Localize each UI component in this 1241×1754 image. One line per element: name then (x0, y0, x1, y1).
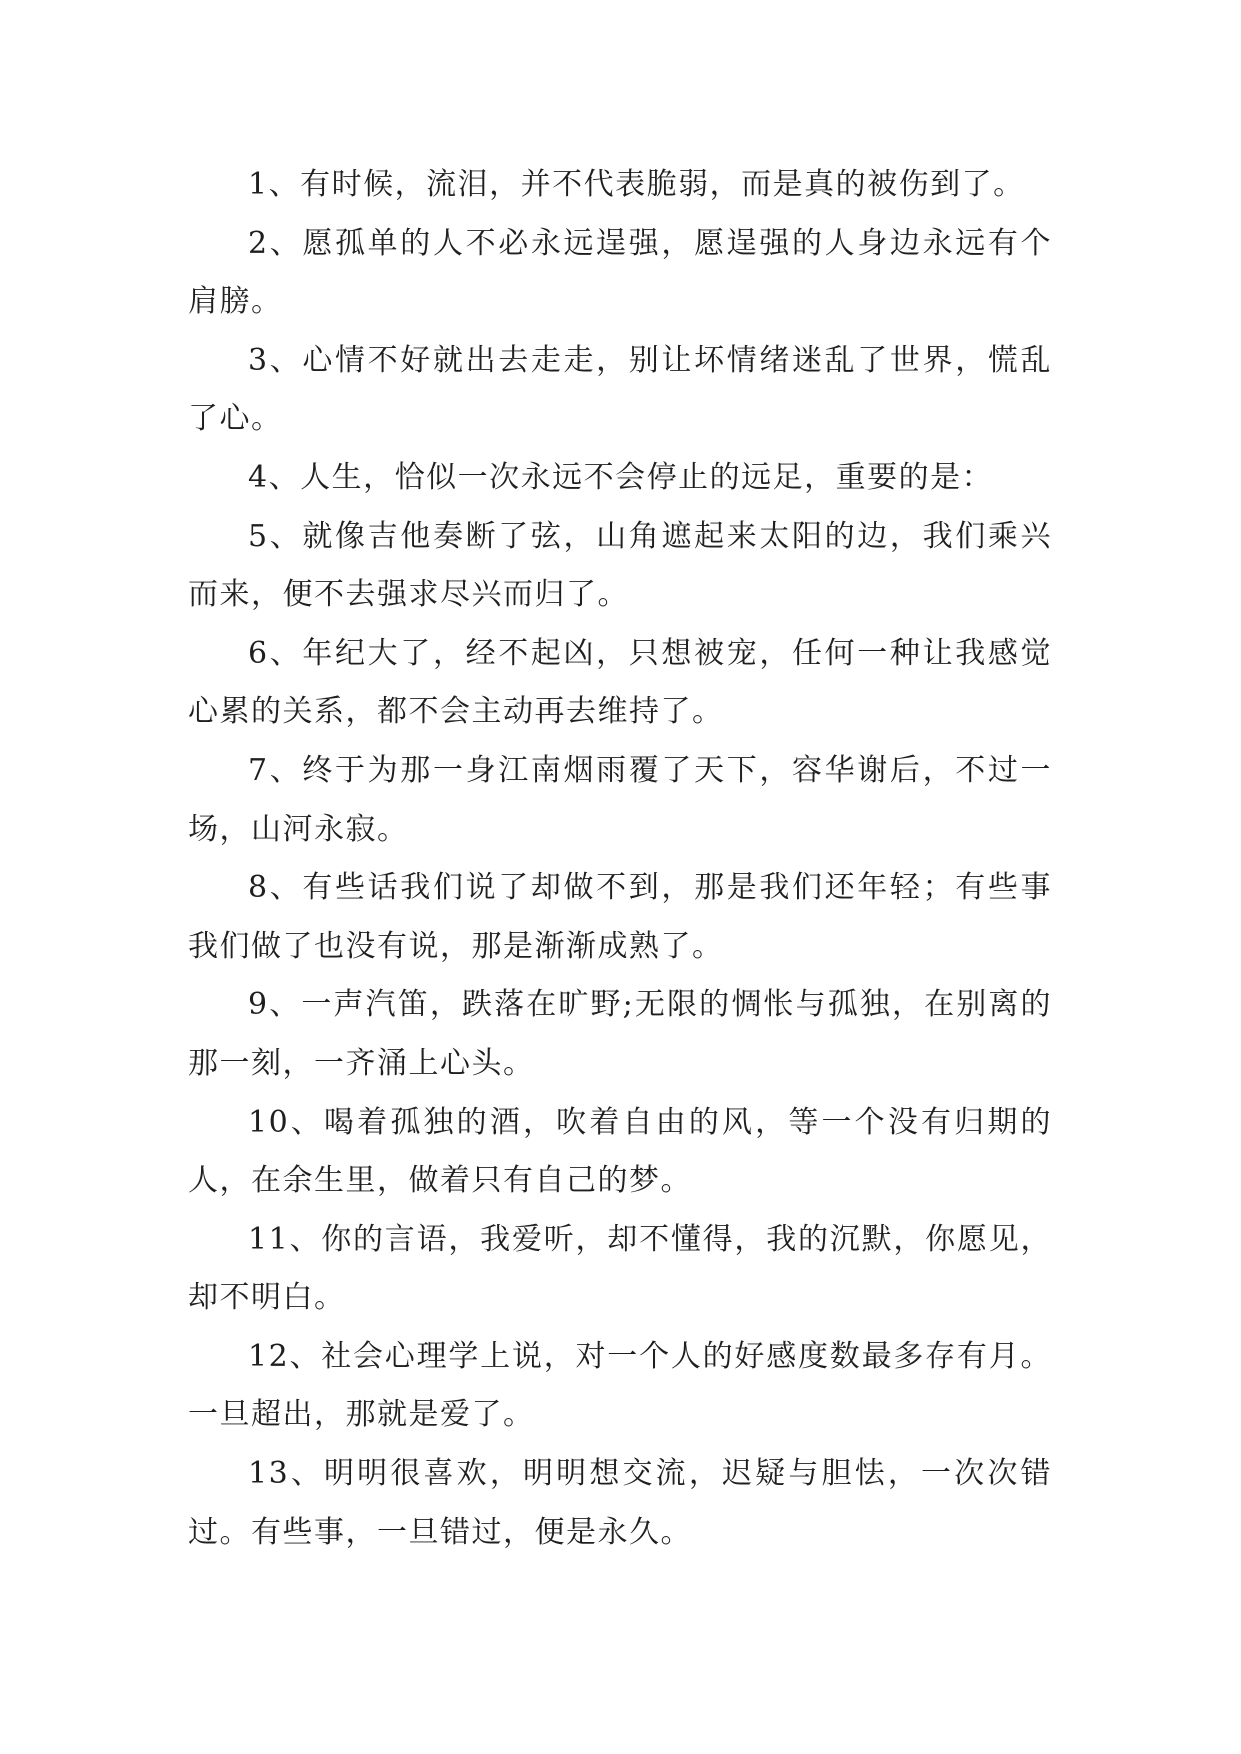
paragraph-1: 1、有时候，流泪，并不代表脆弱，而是真的被伤到了。 (248, 167, 1025, 202)
paragraph-6: 6、年纪大了，经不起凶，只想被宠，任何一种让我感觉心累的关系，都不会主动再去维持了。 (188, 635, 1052, 730)
paragraph-5: 5、就像吉他奏断了弦，山角遮起来太阳的边，我们乘兴而来，便不去强求尽兴而归了。 (188, 518, 1052, 613)
paragraph-7: 7、终于为那一身江南烟雨覆了天下，容华谢后，不过一场，山河永寂。 (188, 752, 1052, 847)
paragraph-4: 4、人生，恰似一次永远不会停止的远足，重要的是： (248, 459, 994, 495)
paragraph-3: 3、心情不好就出去走走，别让坏情绪迷乱了世界，慌乱了心。 (188, 342, 1052, 437)
paragraph-2: 2、愿孤单的人不必永远逞强，愿逞强的人身边永远有个肩膀。 (188, 225, 1052, 320)
paragraph-8: 8、有些话我们说了却做不到，那是我们还年轻；有些事我们做了也没有说，那是渐渐成熟了。 (188, 870, 1052, 964)
paragraph-12: 12、社会心理学上说，对一个人的好感度数最多存有月。一旦超出，那就是爱了。 (188, 1338, 1052, 1433)
paragraph-11: 11、你的言语，我爱听，却不懂得，我的沉默，你愿见，却不明白。 (188, 1221, 1052, 1316)
paragraph-10: 10、喝着孤独的酒，吹着自由的风，等一个没有归期的人，在余生里，做着只有自己的梦。 (188, 1104, 1052, 1199)
document-body (188, 156, 1052, 1562)
paragraph-9: 9、一声汽笛，跌落在旷野;无限的惆怅与孤独，在别离的那一刻，一齐涌上心头。 (188, 987, 1052, 1081)
paragraph-13: 13、明明很喜欢，明明想交流，迟疑与胆怯，一次次错过。有些事，一旦错过，便是永久。 (188, 1456, 1052, 1550)
